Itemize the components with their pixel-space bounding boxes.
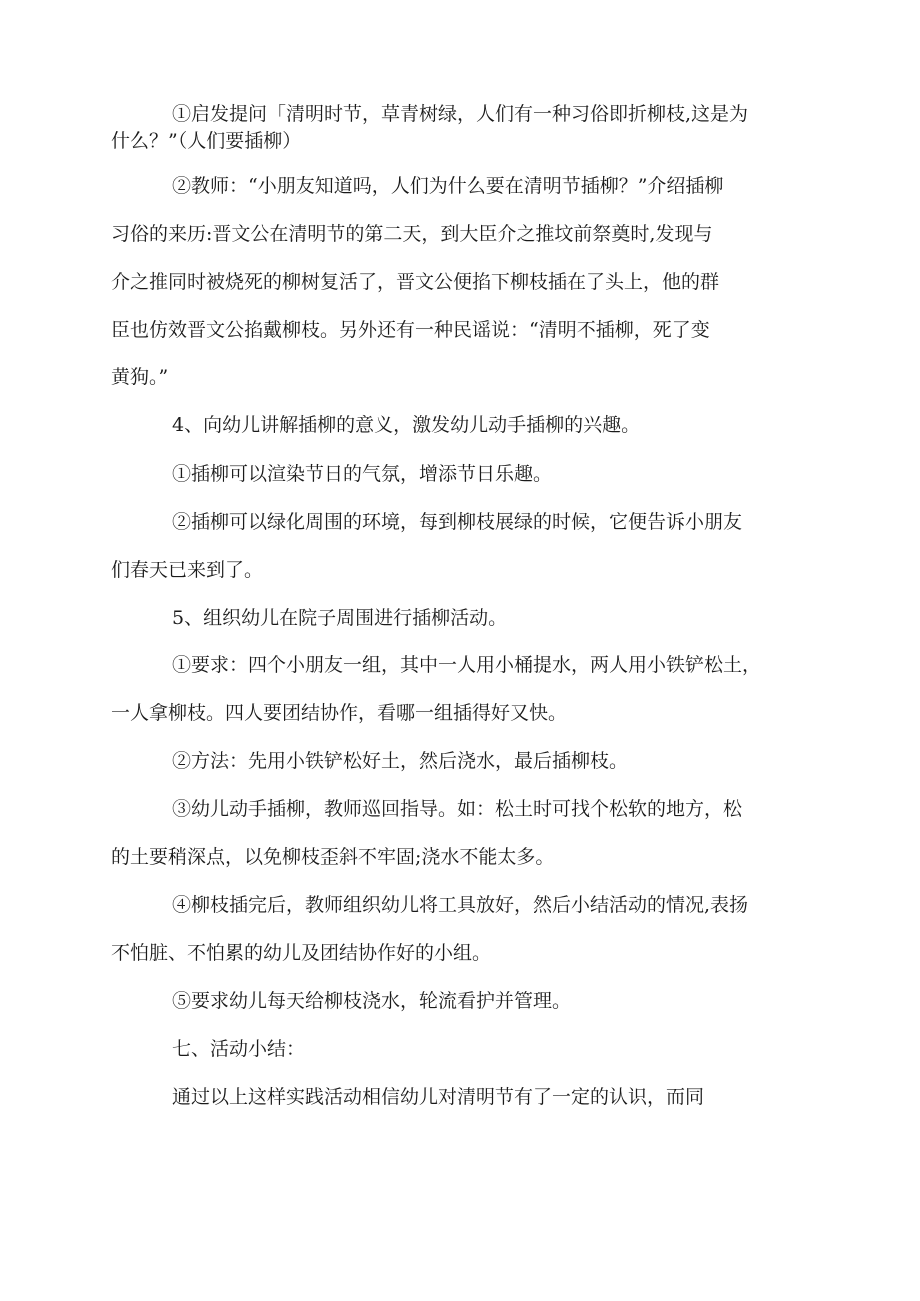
paragraph-1-line-2: 什么？”（人们要插柳）: [111, 130, 302, 152]
paragraph-2-line-5: 黄狗。”: [111, 366, 169, 388]
paragraph-2-line-2: 习俗的来历:晋文公在清明节的第二天，到大臣介之推坟前祭奠时,发现与: [111, 223, 713, 245]
paragraph-6-heading: 5、组织幼儿在院子周围进行插柳活动。: [172, 607, 508, 629]
paragraph-4-line-1: ①插柳可以渲染节日的气氛，增添节日乐趣。: [172, 463, 553, 485]
paragraph-9-line-1: ③幼儿动手插柳，教师巡回指导。如：松土时可找个松软的地方，松: [172, 798, 743, 820]
paragraph-10-line-1: ④柳枝插完后，教师组织幼儿将工具放好，然后小结活动的情况,表扬: [172, 894, 749, 916]
paragraph-3-heading: 4、向幼儿讲解插柳的意义，激发幼儿动手插柳的兴趣。: [172, 414, 641, 436]
paragraph-2-line-1: ②教师：“小朋友知道吗，人们为什么要在清明节插柳？”介绍插柳: [172, 175, 724, 197]
paragraph-5-line-2: 们春天已来到了。: [111, 559, 264, 581]
paragraph-9-line-2: 的土要稍深点，以免柳枝歪斜不牢固;浇水不能太多。: [111, 846, 555, 868]
paragraph-2-line-3: 介之推同时被烧死的柳树复活了，晋文公便掐下柳枝插在了头上，他的群: [111, 271, 720, 293]
paragraph-2-line-4: 臣也仿效晋文公掐戴柳枝。另外还有一种民谣说：“清明不插柳，死了变: [111, 319, 710, 341]
paragraph-11-line-1: ⑤要求幼儿每天给柳枝浇水，轮流看护并管理。: [172, 990, 572, 1012]
paragraph-8-line-1: ②方法：先用小铁铲松好土，然后浇水，最后插柳枝。: [172, 750, 629, 772]
paragraph-10-line-2: 不怕脏、不怕累的幼儿及团结协作好的小组。: [111, 942, 492, 964]
paragraph-1-line-1: ①启发提问「清明时节，草青树绿，人们有一种习俗即折柳枝,这是为: [172, 103, 749, 125]
paragraph-7-line-2: 一人拿柳枝。四人要团结协作，看哪一组插得好又快。: [111, 702, 568, 724]
paragraph-13-line-1: 通过以上这样实践活动相信幼儿对清明节有了一定的认识，而同: [172, 1086, 705, 1108]
section-heading-summary: 七、活动小结：: [172, 1038, 306, 1060]
paragraph-7-line-1: ①要求：四个小朋友一组，其中一人用小桶提水，两人用小铁铲松土，: [172, 654, 762, 676]
paragraph-5-line-1: ②插柳可以绿化周围的环境，每到柳枝展绿的时候，它便告诉小朋友: [172, 511, 743, 533]
